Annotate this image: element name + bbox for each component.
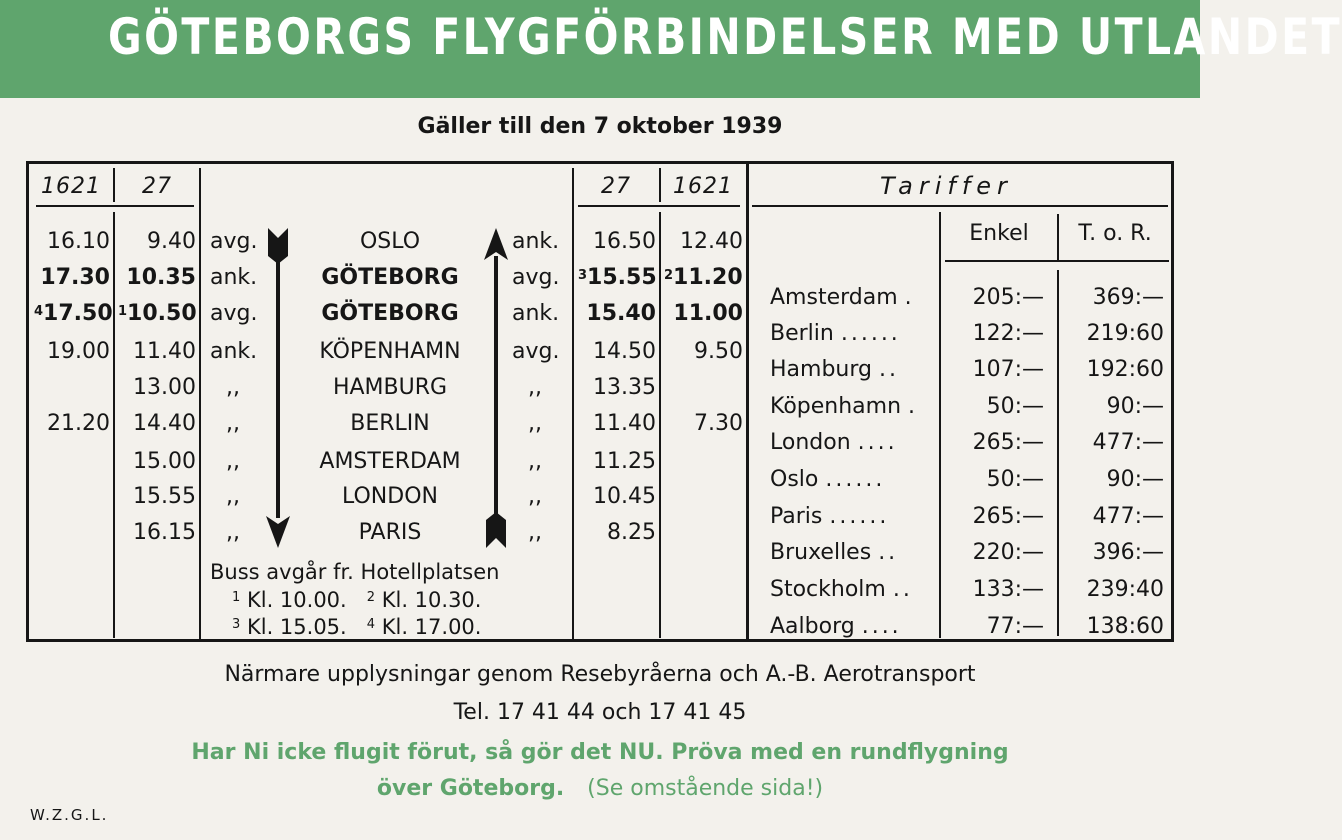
right-direction: ,, [528, 411, 542, 436]
leader-dots: ...... [825, 467, 886, 492]
leader-dots: ...... [829, 504, 890, 529]
right-direction: ,, [528, 484, 542, 509]
city-label: Köpenhamn [770, 394, 902, 419]
dep-27: 9.40 [147, 229, 196, 254]
tariff-single: 122:— [972, 321, 1044, 346]
city-label: Paris [770, 504, 823, 529]
arr-27: 10.45 [593, 484, 656, 509]
leader-dots: .. [892, 577, 913, 602]
right-direction: ank. [512, 229, 560, 254]
left-header-1621: 1621 [41, 174, 101, 199]
dep-1621: 17.30 [40, 265, 110, 290]
bus-time: Kl. 10.00. [246, 588, 347, 612]
dep-27: 14.40 [133, 411, 196, 436]
tariff-single: 133:— [972, 577, 1044, 602]
dep-27: 13.00 [133, 375, 196, 400]
tariff-return: 219:60 [1086, 321, 1164, 346]
left-header-rule [36, 205, 194, 207]
right-header-rule [578, 205, 740, 207]
tariff-title-rule [752, 205, 1168, 207]
left-col-edge [199, 168, 201, 640]
table-divider [746, 161, 749, 642]
tariff-col-sep-1 [939, 212, 941, 638]
left-direction: avg. [210, 301, 258, 326]
tariff-single: 265:— [972, 430, 1044, 455]
dep-1621: 16.10 [47, 229, 110, 254]
left-direction: ank. [210, 265, 258, 290]
tariff-city [770, 320, 901, 348]
footnote-marker: 4 [366, 617, 376, 632]
table-border-top [26, 161, 1174, 164]
right-direction: ,, [528, 375, 542, 400]
footnote-marker: 3 [232, 617, 241, 632]
left-col-sep [113, 212, 115, 638]
right-direction: ank. [512, 301, 560, 326]
right-header-1621: 1621 [673, 174, 733, 199]
promo-line-2 [0, 776, 1200, 801]
tariff-header-sep [1057, 214, 1059, 260]
city-label: Aalborg [770, 614, 855, 639]
bus-time: Kl. 15.05. [246, 615, 347, 639]
tariff-city [770, 613, 902, 641]
city-name: GÖTEBORG [321, 265, 459, 290]
tariff-return: 90:— [1106, 394, 1164, 419]
left-direction: avg. [210, 229, 258, 254]
telephone: Tel. 17 41 44 och 17 41 45 [453, 700, 747, 725]
tariff-single: 220:— [972, 540, 1044, 565]
tariff-return: 239:40 [1086, 577, 1164, 602]
leader-dots: . [908, 394, 919, 419]
city-label: London [770, 430, 851, 455]
footnote-marker: 2 [664, 268, 674, 283]
tariff-header-rule [945, 260, 1169, 262]
arr-1621: 11.00 [673, 301, 743, 326]
right-direction: ,, [528, 449, 542, 474]
right-direction: avg. [512, 339, 560, 364]
arr-27: 16.50 [593, 229, 656, 254]
city-label: Stockholm [770, 577, 886, 602]
city-name: HAMBURG [332, 375, 448, 400]
tariff-col-return: T. o. R. [1078, 221, 1152, 246]
tariff-single: 50:— [986, 467, 1044, 492]
tariff-city [770, 393, 918, 421]
left-direction: ank. [210, 339, 258, 364]
city-name: PARIS [358, 520, 422, 545]
left-direction: ,, [226, 375, 240, 400]
city-label: Bruxelles [770, 540, 872, 565]
arr-27: 14.50 [593, 339, 656, 364]
bus-time: Kl. 17.00. [381, 615, 482, 639]
leader-dots: . [904, 285, 915, 310]
dep-1621: 21.20 [47, 411, 110, 436]
arr-27: 13.35 [593, 375, 656, 400]
tariff-city [770, 466, 885, 494]
city-name: BERLIN [350, 411, 430, 436]
table-border-right [1171, 161, 1174, 642]
promo-bold: över Göteborg. [376, 776, 565, 801]
tariff-return: 369:— [1092, 285, 1164, 310]
city-name: KÖPENHAMN [319, 339, 461, 364]
tariff-return: 477:— [1092, 430, 1164, 455]
page-title: GÖTEBORGS FLYGFÖRBINDELSER MED UTLANDET [108, 8, 1342, 66]
arr-27: 11.25 [593, 449, 656, 474]
leader-dots: ...... [840, 321, 901, 346]
promo-note: (Se omstående sida!) [587, 776, 824, 801]
tariff-city [770, 429, 898, 457]
promo-line-1: Har Ni icke flugit förut, så gör det NU. Pröva med en rundflygning [191, 740, 1009, 765]
arr-27: 15.40 [586, 301, 656, 326]
left-direction: ,, [226, 449, 240, 474]
tariff-col-single: Enkel [969, 221, 1029, 246]
leader-dots: .. [878, 540, 899, 565]
bus-time: Kl. 10.30. [381, 588, 482, 612]
dep-1621: 19.00 [47, 339, 110, 364]
city-name: OSLO [359, 229, 421, 254]
tariff-single: 205:— [972, 285, 1044, 310]
leader-dots: .... [857, 430, 898, 455]
dep-27: 11.40 [133, 339, 196, 364]
leader-dots: .. [879, 357, 899, 382]
city-label: Amsterdam [770, 285, 898, 310]
tariff-col-sep-2 [1057, 270, 1059, 636]
tariff-title: Tariffer [880, 172, 1013, 200]
tariff-city [770, 503, 889, 531]
tariff-single: 50:— [986, 394, 1044, 419]
city-label: Hamburg [770, 357, 872, 382]
footnote-marker: 1 [232, 590, 241, 605]
validity-date: Gäller till den 7 oktober 1939 [417, 114, 783, 139]
right-direction: ,, [528, 520, 542, 545]
tariff-return: 138:60 [1086, 614, 1164, 639]
footnote-marker: 1 [118, 304, 128, 319]
left-header-27: 27 [142, 174, 172, 199]
city-name: AMSTERDAM [319, 449, 461, 474]
dep-27: 15.00 [133, 449, 196, 474]
info-text: Närmare upplysningar genom Resebyråerna och A.-B. Aerotransport [224, 662, 976, 687]
arr-27: 11.40 [593, 411, 656, 436]
arr-27: 8.25 [607, 520, 656, 545]
leader-dots: .... [861, 614, 902, 639]
tariff-return: 192:60 [1086, 357, 1164, 382]
bus-times-line1 [232, 586, 481, 614]
dep-27 [118, 300, 197, 328]
tariff-single: 77:— [986, 614, 1044, 639]
bus-times-line2 [232, 613, 481, 641]
arr-1621 [664, 264, 743, 292]
tariff-city [770, 576, 913, 604]
right-direction: avg. [512, 265, 560, 290]
table-border-left [26, 161, 29, 642]
time-value: 17.50 [43, 301, 113, 326]
city-label: Berlin [770, 321, 834, 346]
dep-27: 16.15 [133, 520, 196, 545]
dep-27: 10.35 [126, 265, 196, 290]
printer-mark: W.Z.G.L. [30, 806, 109, 824]
footnote-marker: 4 [34, 304, 44, 319]
time-value: 11.20 [673, 265, 743, 290]
right-header-27: 27 [601, 174, 631, 199]
tariff-city [770, 284, 915, 312]
tariff-return: 90:— [1106, 467, 1164, 492]
arr-27 [578, 264, 657, 292]
footnote-marker: 3 [578, 268, 588, 283]
bus-heading: Buss avgår fr. Hotellplatsen [210, 560, 500, 584]
city-name: GÖTEBORG [321, 301, 459, 326]
footnote-marker: 2 [366, 590, 376, 605]
tariff-return: 477:— [1092, 504, 1164, 529]
tariff-single: 265:— [972, 504, 1044, 529]
tariff-single: 107:— [972, 357, 1044, 382]
time-value: 15.55 [587, 265, 657, 290]
arr-1621: 7.30 [694, 411, 743, 436]
time-value: 10.50 [127, 301, 197, 326]
tariff-city [770, 356, 899, 384]
left-direction: ,, [226, 484, 240, 509]
tariff-return: 396:— [1092, 540, 1164, 565]
arr-1621: 9.50 [694, 339, 743, 364]
arr-1621: 12.40 [680, 229, 743, 254]
dep-1621 [34, 300, 113, 328]
city-name: LONDON [342, 484, 438, 509]
dep-27: 15.55 [133, 484, 196, 509]
left-direction: ,, [226, 520, 240, 545]
left-direction: ,, [226, 411, 240, 436]
city-label: Oslo [770, 467, 819, 492]
tariff-city [770, 539, 898, 567]
